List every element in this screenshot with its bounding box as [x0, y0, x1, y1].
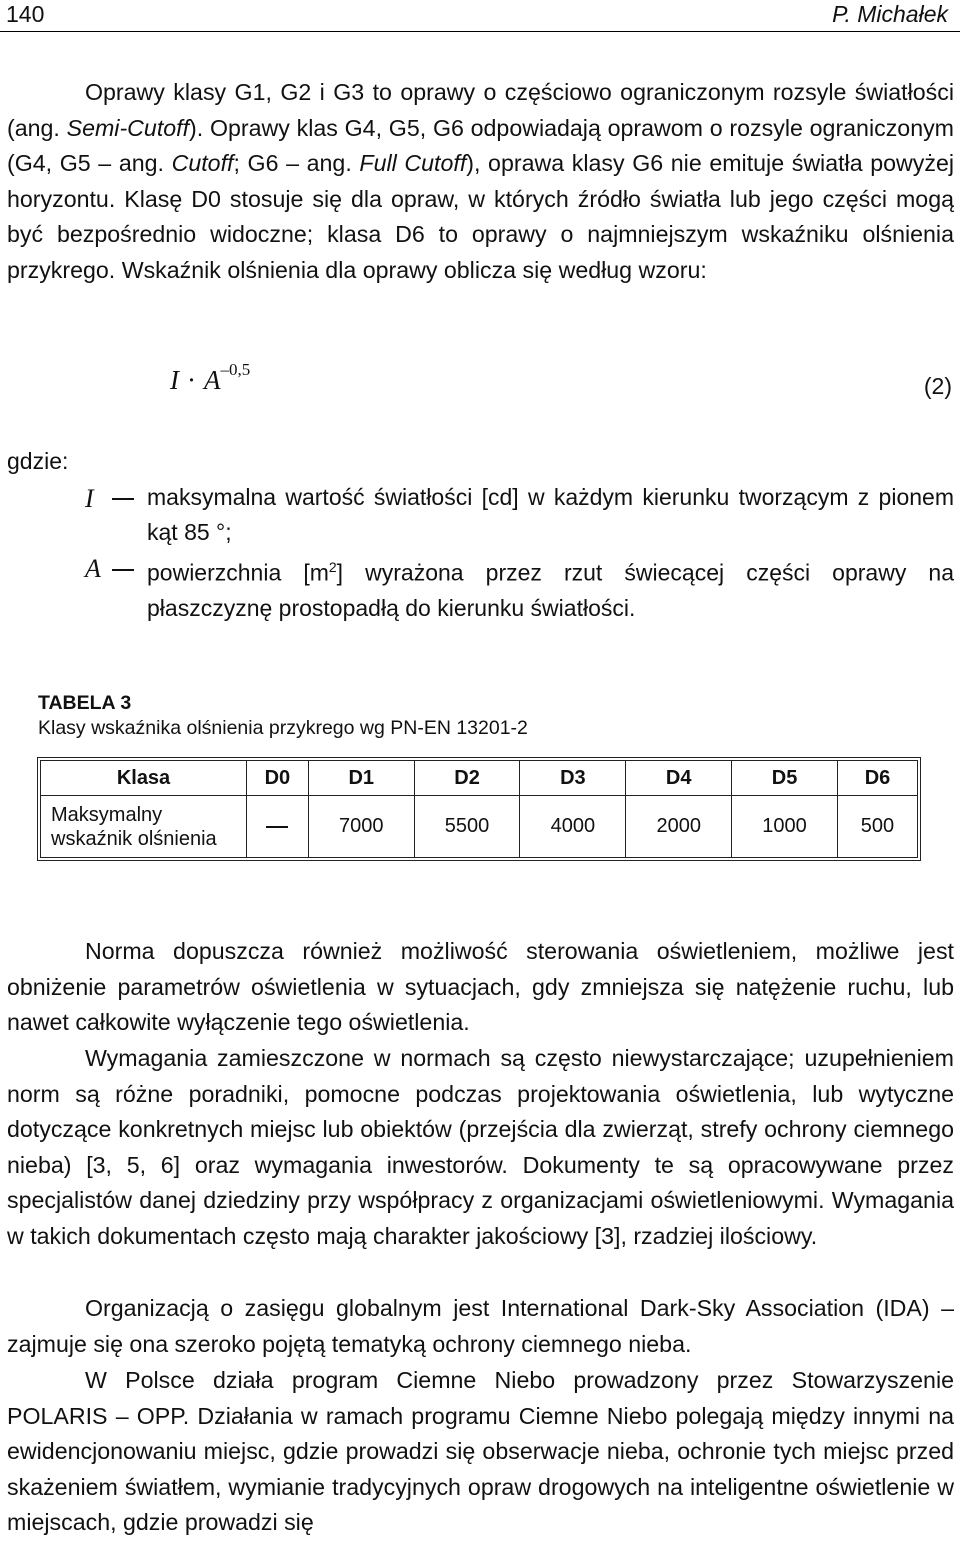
table-header-cell: D3 [520, 761, 626, 796]
body-paragraph: Norma dopuszcza również możliwość sterowania oświetleniem, możliwe jest obniżenie parametrów oświetlenia w sytuacjach, gdy zmniejsza się natężenie ruchu, lub nawet całkowite wyłączenie tego oświetlenia. [7, 938, 954, 1036]
header-rule [0, 31, 960, 32]
table-header-cell: Klasa [41, 761, 247, 796]
glare-class-table [37, 757, 921, 861]
equation-number: (2) [923, 373, 952, 399]
definition-dash [112, 498, 134, 500]
running-head-author: P. Michałek [832, 1, 948, 27]
body-paragraph: Wymagania zamieszczone w normach są często niewystarczające; uzupełnieniem norm są różne poradniki, pomocne podczas projektowania oświetlenia, lub wytyczne dotyczące konkretnych miejsc lub obiektów (przejścia dla zwierząt, strefy ochrony ciemnego nieba) [3, 5, 6] oraz wymagania inwestorów. Dokumenty te są opracowywane przez specjalistów danej dziedziny przy współpracy z organizacjami oświetleniowymi. Wymagania w takich dokumentach często mają charakter jakościowy [3], rzadziej ilościowy. [7, 1045, 954, 1249]
body-paragraph: W Polsce działa program Ciemne Niebo prowadzony przez Stowarzyszenie POLARIS – OPP. Działania w ramach programu Ciemne Niebo polegają między innymi na ewidencjonowaniu miejsc, gdzie prowadzi się obserwacje nieba, ochronie tych miejsc przed skażeniem światłem, wymianie tradycyjnych opraw drogowych na inteligentne oświetlenie w miejscach, gdzie prowadzi się [7, 1367, 954, 1536]
table-header-cell: D2 [414, 761, 520, 796]
dash-mark [266, 826, 288, 828]
table-header-cell: D4 [626, 761, 732, 796]
where-label: gdzie: [7, 448, 69, 474]
table-row [41, 796, 918, 858]
table-caption: Klasy wskaźnika olśnienia przykrego wg PN-EN 13201-2 [38, 717, 528, 739]
glare-formula: $I \cdot A^{-0,5}$ [170, 360, 251, 395]
table-header-cell: D5 [732, 761, 838, 796]
definition-I: maksymalna wartość światłości [cd] w każdym kierunku tworzącym z pionem kąt 85 °; [147, 484, 954, 545]
table-cell: 4000 [520, 796, 626, 858]
definition-dash [112, 569, 134, 571]
definition-A: powierzchnia $[m^2]$ wyrażona przez rzut świecącej części oprawy na płaszczyznę prostopadłą do kierunku światłości. [147, 559, 954, 621]
table-cell: 500 [837, 796, 917, 858]
intro-paragraph: Oprawy klasy G1, G2 i G3 to oprawy o częściowo ograniczonym rozsyle światłości (ang. Semi-Cutoff). Oprawy klas G4, G5, G6 odpowiadają oprawom o rozsyle ograniczonym (G4, G5 – ang. Cutoff; G6 – ang. Full Cutoff), oprawa klasy G6 nie emituje światła powyżej horyzontu. Klasę D0 stosuje się dla opraw, w których źródło światła lub jego części mogą być bezpośrednio widoczne; klasa D6 to oprawy o najmniejszym wskaźniku olśnienia przykrego. Wskaźnik olśnienia dla oprawy oblicza się według wzoru: [7, 79, 955, 283]
table-cell: 5500 [414, 796, 520, 858]
symbol-I: I [85, 484, 94, 513]
body-paragraph: Organizacją o zasięgu globalnym jest International Dark-Sky Association (IDA) – zajmuje się ona szeroko pojętą tematyką ochrony ciemnego nieba. [7, 1295, 954, 1357]
table-cell: 1000 [732, 796, 838, 858]
table-cell: 7000 [308, 796, 414, 858]
page-number: 140 [6, 1, 45, 27]
table-row-label: Maksymalny wskaźnik olśnienia [41, 796, 247, 858]
table-header-row [41, 761, 918, 796]
table-cell: 2000 [626, 796, 732, 858]
symbol-A: A [85, 554, 101, 583]
table-label: TABELA 3 [38, 692, 132, 714]
table-header-cell: D0 [247, 761, 309, 796]
table-cell-empty [247, 796, 309, 858]
page-header [0, 0, 960, 30]
table-header-cell: D6 [837, 761, 917, 796]
table-header-cell: D1 [308, 761, 414, 796]
